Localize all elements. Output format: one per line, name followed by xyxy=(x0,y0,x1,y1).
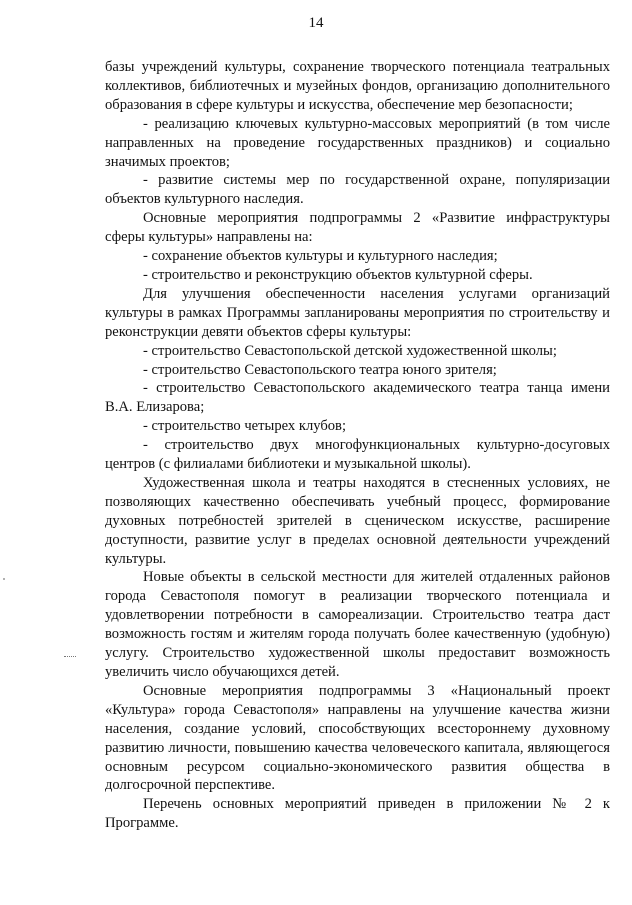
list-item: - строительство и реконструкцию объектов культурной сферы. xyxy=(143,266,533,283)
paragraph: Перечень основных мероприятий приведен в приложении № 2 к Программе. xyxy=(105,796,610,832)
paragraph: Основные мероприятия подпрограммы 3 «Национальный проект «Культура» города Севастополя» направлены на улучшение качества жизни населения, создание условий, способствующих всестороннему духовному развитию личности, повышению качества человеческого капитала, являющегося основным ресурсом социально-экономического развития общества в долгосрочной перспективе. xyxy=(105,682,610,794)
paragraph: Новые объекты в сельской местности для жителей отдаленных районов города Севастополя помогут в реализации творческого потенциала и удовлетворении потребности в самореализации. Строительство театра даст возможность гостям и жителям города получать более качественную (удобную) услугу. Строительство художественной школы предоставит возможность увеличить число обучающихся детей. xyxy=(105,569,610,680)
list-item: - развитие системы мер по государственной охране, популяризации объектов культурного наследия. xyxy=(105,172,610,208)
paragraph: Художественная школа и театры находятся в стесненных условиях, не позволяющих качественно обеспечивать учебный процесс, формирование духовных потребностей зрителей в сценическом искусстве, расширение доступности, развитие услуг в пределах основной деятельности учреждений культуры. xyxy=(105,474,610,567)
body-text xyxy=(105,58,610,833)
list-item: - строительство Севастопольской детской художественной школы; xyxy=(143,342,557,359)
paragraph: базы учреждений культуры, сохранение творческого потенциала театральных коллективов, библиотечных и музейных фондов, организацию дополнительного образования в сфере культуры и искусства, обеспечение мер безопасности; xyxy=(105,59,610,113)
list-item: - строительство Севастопольского театра юного зрителя; xyxy=(143,361,497,378)
page-number: 14 xyxy=(308,15,324,31)
list-item: - реализацию ключевых культурно-массовых мероприятий (в том числе направленных на проведение государственных праздников) и социально значимых проектов; xyxy=(105,115,610,170)
list-item: - строительство двух многофункциональных культурно-досуговых центров (с филиалами библиотеки и музыкальной школы). xyxy=(105,437,610,473)
list-item: - строительство Севастопольского академического театра танца имени В.А. Елизарова; xyxy=(105,380,610,416)
paragraph: Для улучшения обеспеченности населения услугами организаций культуры в рамках Программы запланированы мероприятия по строительству и реконструкции девяти объектов сферы культуры: xyxy=(105,285,610,340)
margin-mark xyxy=(64,656,76,659)
paragraph: Основные мероприятия подпрограммы 2 «Развитие инфраструктуры сферы культуры» направлены на: xyxy=(105,210,610,246)
list-item: - сохранение объектов культуры и культурного наследия; xyxy=(143,248,498,265)
list-item: - строительство четырех клубов; xyxy=(143,418,347,435)
scan-speck xyxy=(3,578,5,580)
